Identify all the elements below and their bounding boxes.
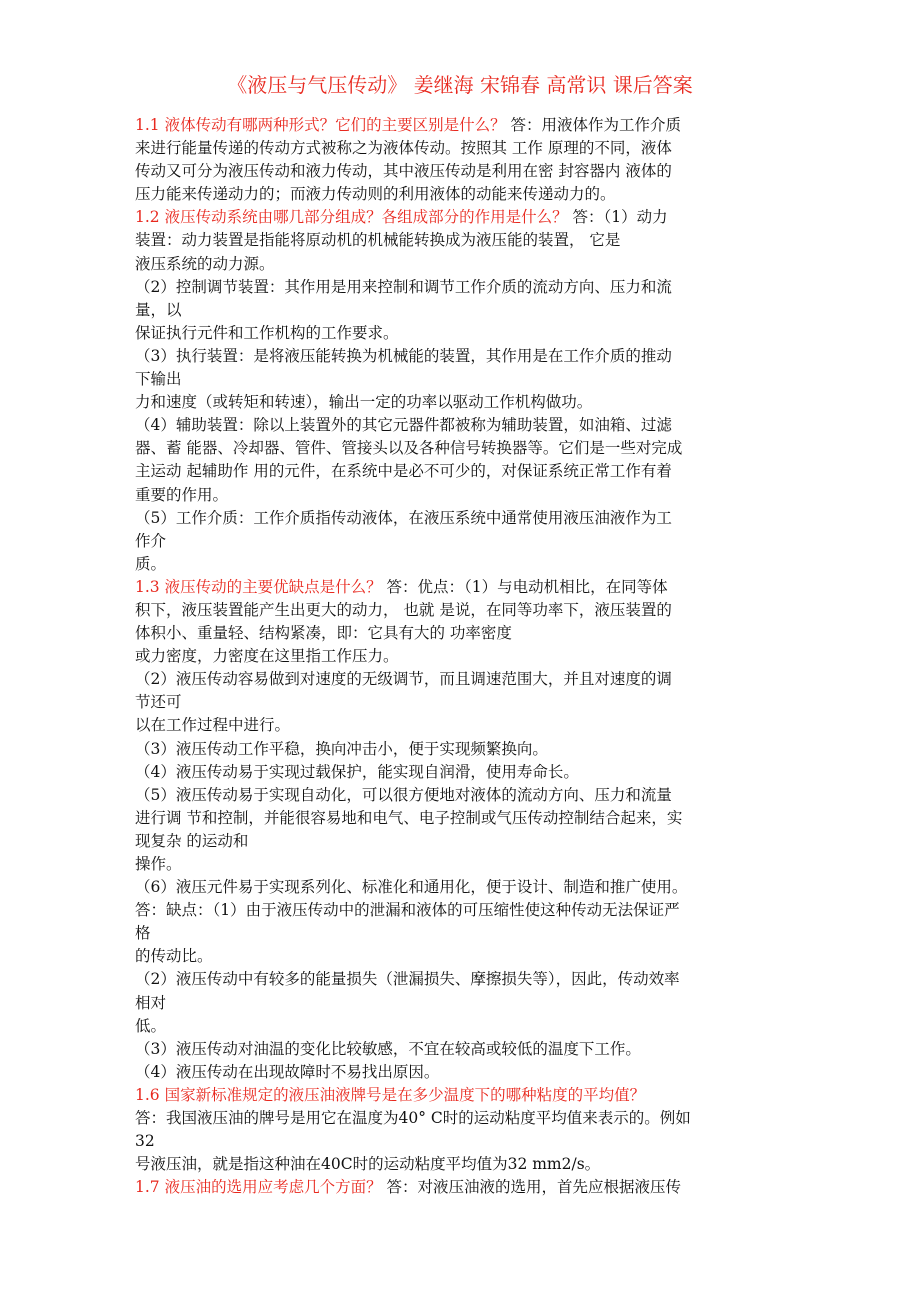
answer-text: （3）液压传动对油温的变化比较敏感，不宜在较高或较低的温度下工作。	[135, 1039, 641, 1058]
answer-text: 量，以	[135, 300, 182, 319]
text-line	[135, 1061, 797, 1084]
answer-text: 器、蓄 能器、冷却器、管件、管接头以及各种信号转换器等。它们是一些对完成	[135, 439, 683, 458]
text-line	[135, 714, 797, 737]
text-line	[135, 460, 797, 483]
text-line	[135, 691, 797, 714]
text-line	[135, 299, 797, 322]
answer-text: 液压系统的动力源。	[135, 254, 275, 273]
text-line	[135, 807, 797, 830]
question-heading: 1.6 国家新标准规定的液压油液牌号是在多少温度下的哪种粘度的平均值？	[135, 1085, 646, 1104]
text-line	[135, 1107, 797, 1130]
answer-text: 答：我国液压油的牌号是用它在温度为40° C时的运动粘度平均值来表示的。例如	[135, 1109, 691, 1128]
text-line	[135, 945, 797, 968]
text-line	[135, 968, 797, 991]
text-line	[135, 922, 797, 945]
text-line	[135, 738, 797, 761]
answer-text: 压力能来传递动力的；而液力传动则的利用液体的动能来传递动力的。	[135, 185, 616, 204]
answer-text: 主运动 起辅助作 用的元件，在系统中是必不可少的，对保证系统正常工作有着	[135, 462, 672, 481]
answer-text: 重要的作用。	[135, 485, 229, 504]
question-heading: 1.7 液压油的选用应考虑几个方面？	[135, 1178, 382, 1197]
answer-text: 格	[135, 924, 151, 943]
answer-text: 传动又可分为液压传动和液力传动，其中液压传动是利用在密 封容器内 液体的	[135, 162, 672, 181]
text-line	[135, 1038, 797, 1061]
text-line	[135, 368, 797, 391]
text-line	[135, 1015, 797, 1038]
answer-text: 答：对液压油液的选用，首先应根据液压传	[381, 1178, 682, 1197]
answer-text: （3）液压传动工作平稳，换向冲击小，便于实现频繁换向。	[135, 739, 548, 758]
text-line	[135, 183, 797, 206]
answer-text: （5）工作介质：工作介质指传动液体，在液压系统中通常使用液压油液作为工	[135, 508, 672, 527]
document-title: 《液压与气压传动》 姜继海 宋锦春 高常识 课后答案	[227, 73, 693, 97]
text-line	[135, 853, 797, 876]
answer-text: 节还可	[135, 693, 182, 712]
answer-text: 答：（1）动力	[567, 208, 668, 227]
text-line	[135, 253, 797, 276]
question-heading: 1.2 液压传动系统由哪几部分组成？各组成部分的作用是什么？	[135, 208, 568, 227]
answer-text: 质。	[135, 554, 167, 573]
answer-text: 积下，液压装置能产生出更大的动力， 也就 是说，在同等功率下，液压装置的	[135, 600, 672, 619]
text-line	[135, 414, 797, 437]
text-line	[135, 114, 797, 137]
answer-text: 下输出	[135, 370, 182, 389]
text-line	[135, 484, 797, 507]
text-line	[135, 668, 797, 691]
answer-text: 现复杂 的运动和	[135, 831, 249, 850]
text-line	[135, 992, 797, 1015]
document-body	[135, 114, 797, 1199]
answer-text: 操作。	[135, 855, 182, 873]
text-line	[135, 784, 797, 807]
text-line	[135, 507, 797, 530]
answer-text: （2）液压传动中有较多的能量损失（泄漏损失、摩擦损失等），因此，传动效率	[135, 970, 680, 989]
answer-text: 作介	[135, 531, 167, 550]
text-line	[135, 1176, 797, 1199]
text-line	[135, 137, 797, 160]
text-line	[135, 830, 797, 853]
text-line	[135, 876, 797, 899]
text-line	[135, 276, 797, 299]
text-line	[135, 206, 797, 229]
answer-text: 体积小、重量轻、结构紧凑，即：它具有大的 功率密度	[135, 624, 512, 643]
question-heading: 1.3 液压传动的主要优缺点是什么？	[135, 577, 382, 596]
answer-text: 的传动比。	[135, 947, 213, 966]
text-line	[135, 576, 797, 599]
answer-text: （4）液压传动在出现故障时不易找出原因。	[135, 1062, 440, 1081]
answer-text: （4）液压传动易于实现过载保护，能实现自润滑，使用寿命长。	[135, 762, 579, 781]
answer-text: （2）液压传动容易做到对速度的无级调节，而且调速范围大，并且对速度的调	[135, 670, 672, 689]
answer-text: 装置：动力装置是指能将原动机的机械能转换成为液压能的装置， 它是	[135, 231, 621, 250]
answer-text: 进行调 节和控制，并能很容易地和电气、电子控制或气压传动控制结合起来，实	[135, 808, 683, 827]
answer-text: （4）辅助装置：除以上装置外的其它元器件都被称为辅助装置，如油箱、过滤	[135, 416, 672, 435]
text-line	[135, 599, 797, 622]
answer-text: 以在工作过程中进行。	[135, 716, 291, 735]
answer-text: 32	[135, 1132, 155, 1151]
text-line	[135, 229, 797, 252]
answer-text: 答：缺点：（1）由于液压传动中的泄漏和液体的可压缩性使这种传动无法保证严	[135, 901, 680, 920]
text-line	[135, 530, 797, 553]
text-line	[135, 1084, 797, 1107]
answer-text: （2）控制调节装置：其作用是用来控制和调节工作介质的流动方向、压力和流	[135, 277, 672, 296]
text-line	[135, 622, 797, 645]
answer-text: （6）液压元件易于实现系列化、标准化和通用化，便于设计、制造和推广使用。	[135, 878, 688, 897]
answer-text: 保证执行元件和工作机构的工作要求。	[135, 323, 399, 342]
text-line	[135, 899, 797, 922]
text-line	[135, 761, 797, 784]
answer-text: 答：优点：（1）与电动机相比，在同等体	[381, 577, 668, 596]
answer-text: 低。	[135, 1016, 167, 1035]
text-line	[135, 645, 797, 668]
text-line	[135, 1130, 797, 1153]
text-line	[135, 322, 797, 345]
text-line	[135, 1153, 797, 1176]
answer-text: （3）执行装置：是将液压能转换为机械能的装置，其作用是在工作介质的推动	[135, 346, 672, 365]
answer-text: 力和速度（或转矩和转速），输出一定的功率以驱动工作机构做功。	[135, 393, 593, 412]
text-line	[135, 553, 797, 576]
question-heading: 1.1 液体传动有哪两种形式？它们的主要区别是什么？	[135, 116, 506, 134]
answer-text: （5）液压传动易于实现自动化，可以很方便地对液体的流动方向、压力和流量	[135, 785, 672, 804]
answer-text: 来进行能量传递的传动方式被称之为液体传动。按照其 工作 原理的不同，液体	[135, 139, 672, 158]
answer-text: 号液压油，就是指这种油在40C时的运动粘度平均值为32 mm2/s。	[135, 1155, 601, 1174]
text-line	[135, 437, 797, 460]
text-line	[135, 391, 797, 414]
answer-text: 答：用液体作为工作介质	[505, 116, 682, 134]
text-line	[135, 345, 797, 368]
text-line	[135, 160, 797, 183]
answer-text: 相对	[135, 993, 167, 1012]
answer-text: 或力密度，力密度在这里指工作压力。	[135, 647, 399, 666]
